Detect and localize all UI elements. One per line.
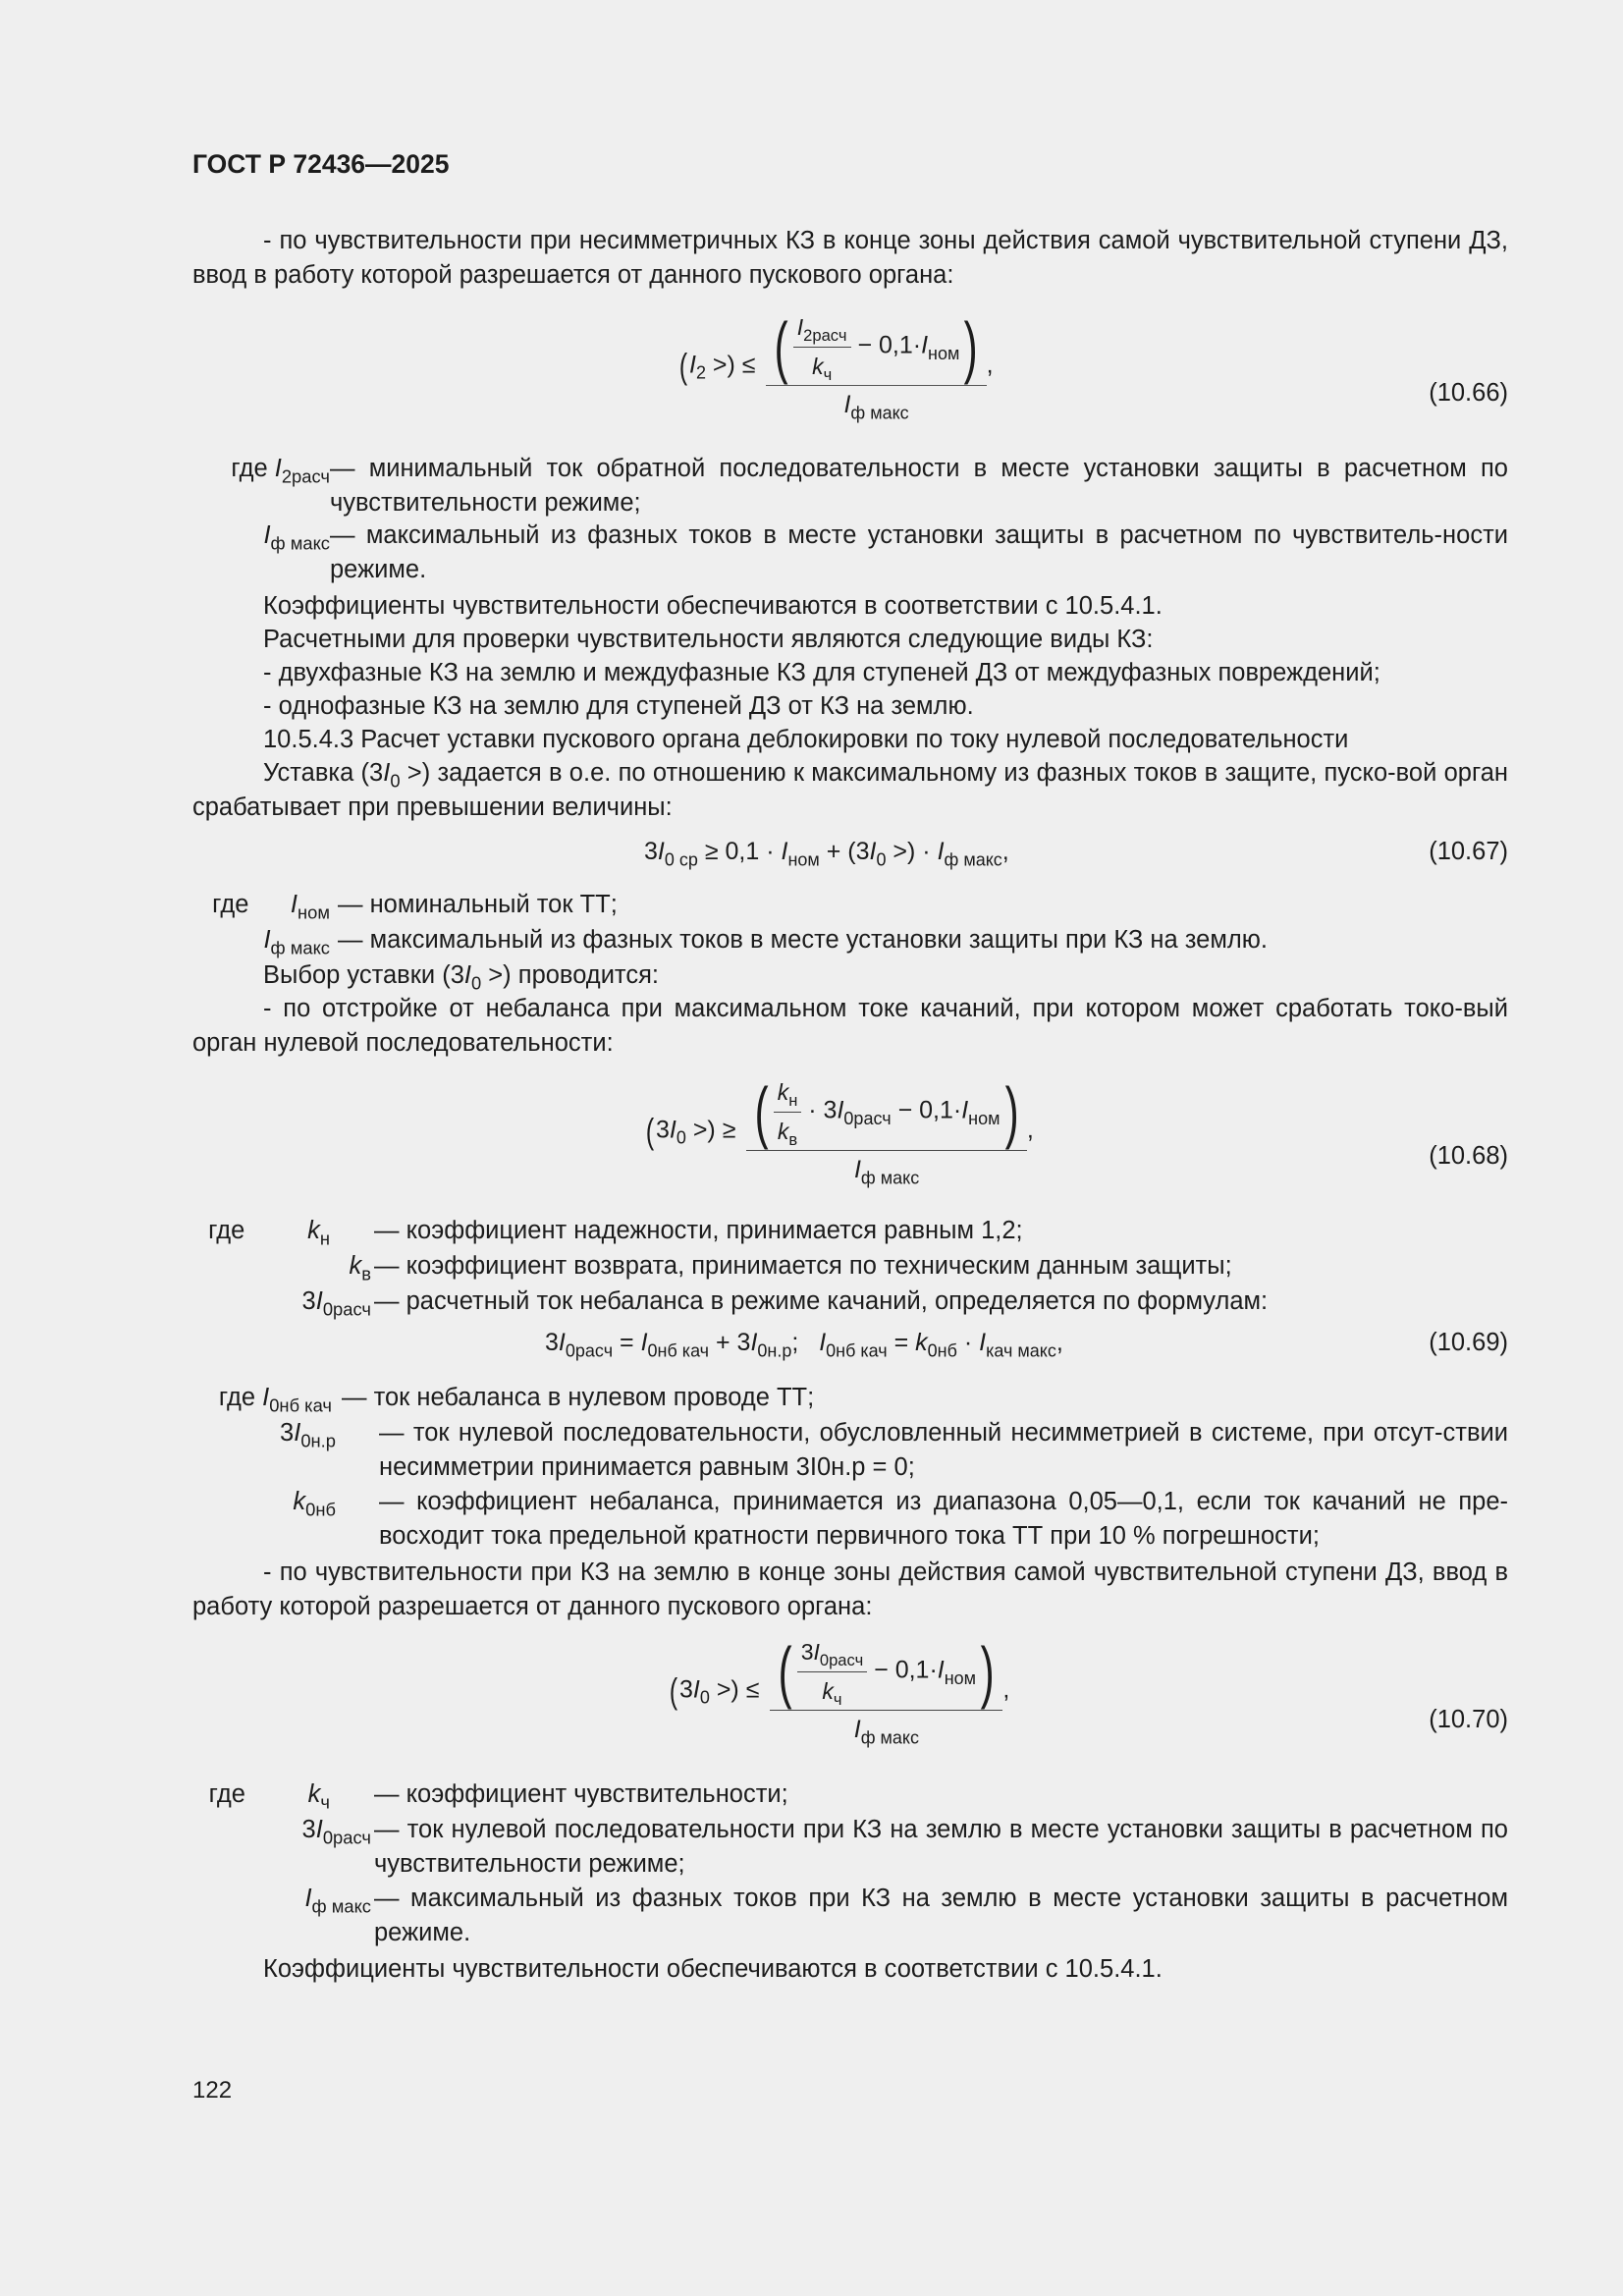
formula-10-69: $3I_{0расч} = I_{0нб кач} + 3I_{0н.р}$; $I_{0нб кач} = k_{0нб} \cdot I_{кач макс}$,	[545, 1329, 1063, 1361]
document-header: ГОСТ Р 72436—2025	[192, 149, 450, 179]
formula-10-70: ($3I_0$ >) ≤ ( $\frac{3I_{0расч}}{k_ч}$ − $0,1\cdot I_{ном}$) $I_{ф макс}$ ,	[669, 1633, 1010, 1748]
text-line-coeff-2: Коэффициенты чувствительности обеспечиваются в соответствии с 10.5.4.1.	[263, 1955, 1163, 1983]
text-line-choice: Выбор уставки ($3I_0$ >) проводится:	[263, 961, 659, 994]
equation-number-10-66: (10.66)	[1429, 379, 1508, 407]
paragraph-sensitivity-asym: - по чувствительности при несимметричных КЗ в конце зоны действия самой чувствительной ступени ДЗ, ввод в работу которой разрешается от данного пускового органа:	[192, 227, 1508, 289]
text-line-two-phase: - двухфазные КЗ на землю и междуфазные КЗ для ступеней ДЗ от междуфазных повреждений;	[263, 659, 1380, 686]
paragraph-sensitivity-ground: - по чувствительности при КЗ на землю в конце зоны действия самой чувствительной ступени ДЗ, ввод в работу которой разрешается от данного пускового органа:	[192, 1558, 1508, 1620]
text-line-calc-kz: Расчетными для проверки чувствительности являются следующие виды КЗ:	[263, 626, 1154, 653]
formula-10-67: $3I_{0 ср} \ge 0,1 \cdot I_{ном} + (3I_0$ >) · $I_{ф макс}$,	[644, 838, 1009, 870]
page-number: 122	[192, 2077, 233, 2104]
section-heading-10-5-4-3: 10.5.4.3 Расчет уставки пускового органа деблокировки по току нулевой последовательности	[263, 726, 1349, 753]
paragraph-unbalance: - по отстройке от небаланса при максимальном токе качаний, при котором может сработать токо-вый орган нулевой последовательности:	[192, 995, 1508, 1057]
formula-10-68: ($3I_0$ >) ≥ ( $\frac{k_н}{k_в}$ · $3I_{0расч} - 0,1\cdot I_{ном}$) $I_{ф макс}$ ,	[645, 1073, 1034, 1188]
equation-number-10-69: (10.69)	[1429, 1329, 1508, 1356]
text-line-single-phase: - однофазные КЗ на землю для ступеней ДЗ от КЗ на землю.	[263, 692, 974, 720]
equation-number-10-70: (10.70)	[1429, 1706, 1508, 1733]
equation-number-10-68: (10.68)	[1429, 1142, 1508, 1170]
formula-10-66: ($I_2$ >) ≤ ( $\frac{I_{2расч}}{k_ч}$ − $0,1\cdot I_{ном}$) $I_{ф макс}$ ,	[678, 308, 994, 423]
paragraph-setting: Уставка ($3I_0$ >) задается в о.е. по отношению к максимальному из фазных токов в защите, пуско-вой орган срабатывает при превышении величины:	[192, 759, 1508, 821]
equation-number-10-67: (10.67)	[1429, 838, 1508, 865]
text-line-coeff-1: Коэффициенты чувствительности обеспечиваются в соответствии с 10.5.4.1.	[263, 592, 1163, 620]
